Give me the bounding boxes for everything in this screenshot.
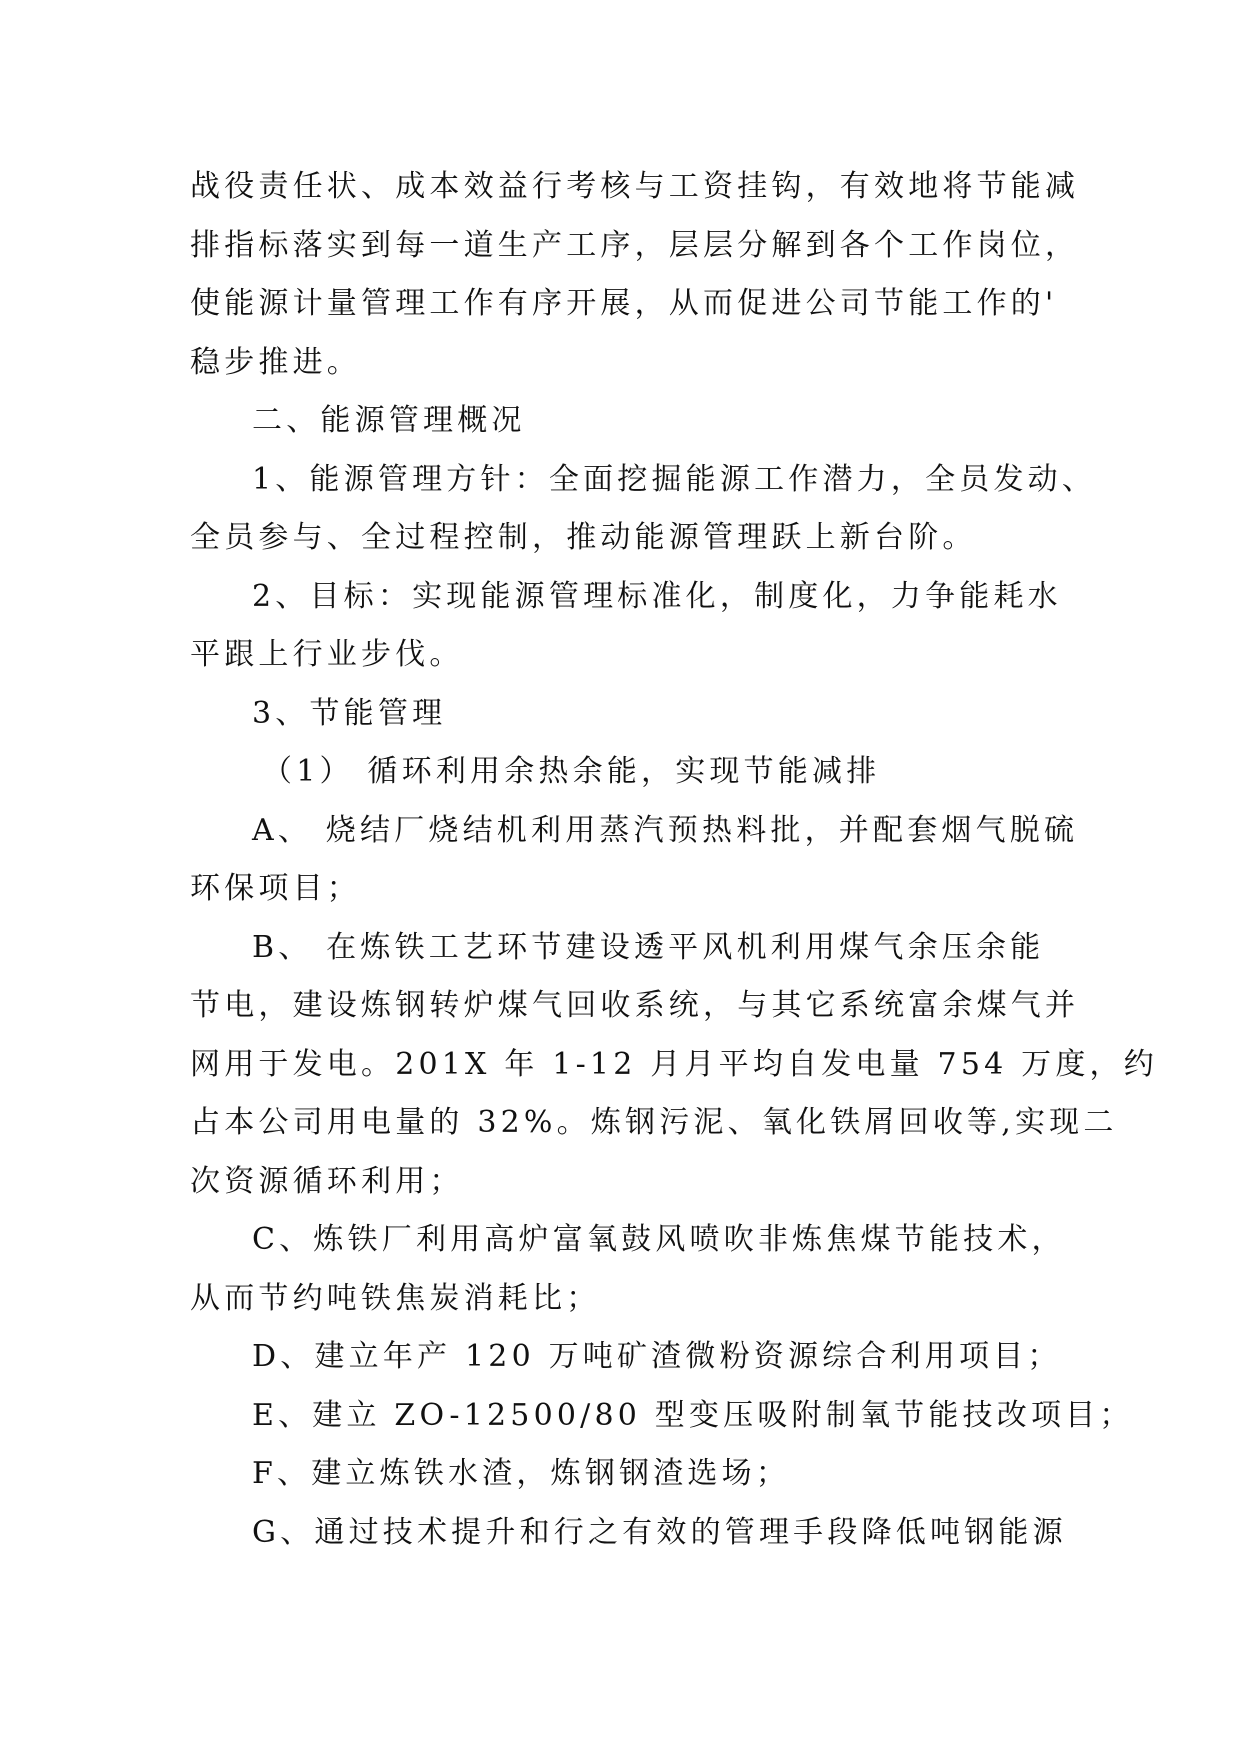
text-line: 使能源计量管理工作有序开展，从而促进公司节能工作的' <box>190 286 1058 321</box>
text-line: 排指标落实到每一道生产工序，层层分解到各个工作岗位， <box>190 227 1080 263</box>
list-item: B、 在炼铁工艺环节建设透平风机利用煤气余压余能 <box>252 929 1045 965</box>
text-line: 战役责任状、成本效益行考核与工资挂钩，有效地将节能减 <box>190 169 1080 204</box>
text-line: 从而节约吨铁焦炭消耗比； <box>190 1280 601 1316</box>
list-item: G、通过技术提升和行之有效的管理手段降低吨钢能源 <box>252 1514 1067 1550</box>
text-line: 全员参与、全过程控制，推动能源管理跃上新台阶。 <box>190 520 977 555</box>
list-item: C、炼铁厂利用高炉富氧鼓风喷吹非炼焦煤节能技术， <box>252 1222 1066 1257</box>
text-line: 2、目标：实现能源管理标准化，制度化，力争能耗水 <box>252 578 1062 614</box>
list-item: E、建立 ZO-12500/80 型变压吸附制氧节能技改项目； <box>252 1397 1134 1433</box>
list-item: F、建立炼铁水渣，炼钢钢渣选场； <box>252 1456 791 1491</box>
subsection-heading: （1） 循环利用余热余能，实现节能减排 <box>262 754 881 789</box>
body-text <box>190 158 1158 1562</box>
text-line: 占本公司用电量的 32%。炼钢污泥、氧化铁屑回收等,实现二 <box>190 1105 1118 1140</box>
section-heading: 二、能源管理概况 <box>252 403 526 438</box>
text-line: 环保项目； <box>190 871 361 906</box>
text-line: 网用于发电。201X 年 1-12 月月平均自发电量 754 万度，约 <box>190 1046 1158 1082</box>
list-item: D、建立年产 120 万吨矿渣微粉资源综合利用项目； <box>252 1339 1062 1374</box>
text-line: 次资源循环利用； <box>190 1163 464 1199</box>
subsection-heading: 3、节能管理 <box>252 695 447 731</box>
list-item: A、 烧结厂烧结机利用蒸汽预热料批，并配套烟气脱硫 <box>252 812 1079 848</box>
text-line: 节电，建设炼钢转炉煤气回收系统，与其它系统富余煤气并 <box>190 988 1080 1023</box>
text-line: 1、能源管理方针：全面挖掘能源工作潜力，全员发动、 <box>252 461 1097 497</box>
text-line: 平跟上行业步伐。 <box>190 637 464 672</box>
text-line: 稳步推进。 <box>190 344 361 380</box>
